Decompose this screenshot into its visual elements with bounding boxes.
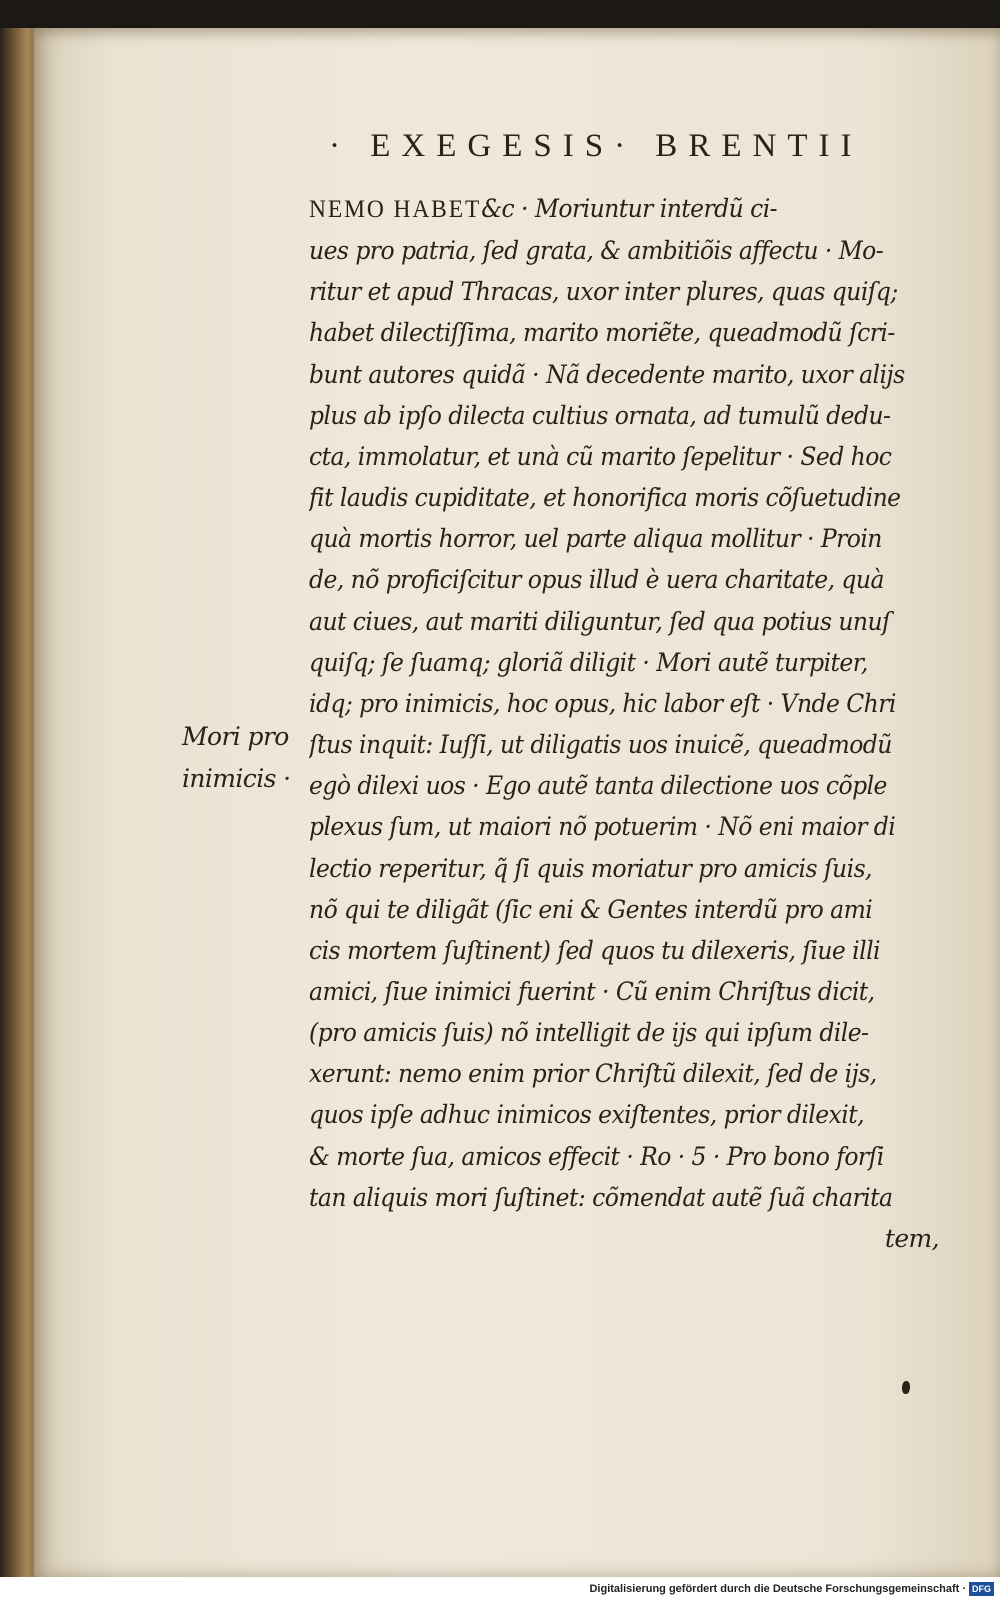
text-line: ues pro patria, ſed grata, & ambitiõis affectu · Mo-: [309, 236, 884, 266]
text-line: egò dilexi uos · Ego autẽ tanta dilectione uos cõple: [309, 771, 887, 801]
text-line: ritur et apud Thracas, uxor inter plures, quas quiſq;: [309, 277, 898, 307]
book-page: [34, 28, 1000, 1577]
text-line: quos ipſe adhuc inimicos exiſtentes, prior dilexit,: [309, 1100, 865, 1130]
funding-credit: Digitalisierung gefördert durch die Deutsche Forschungsgemeinschaft ·: [589, 1583, 966, 1595]
text-line: habet dilectiſſima, marito moriẽte, queadmodũ ſcri-: [309, 318, 895, 348]
text-line: quà mortis horror, uel parte aliqua mollitur · Proin: [309, 524, 882, 554]
text-line: plus ab ipſo dilecta cultius ornata, ad tumulũ dedu-: [309, 400, 891, 430]
footer-bar: [0, 1577, 1000, 1602]
ink-blot: [902, 1381, 910, 1394]
text-line: ſtus inquit: Iuſſi, ut diligatis uos inuicẽ, queadmodũ: [309, 730, 892, 760]
text-line: tan aliquis mori ſuſtinet: cõmendat autẽ ſuã charita: [309, 1182, 893, 1212]
text-line: amici, ſiue inimici fuerint · Cũ enim Chriſtus dicit,: [309, 976, 875, 1006]
dfg-logo-icon: DFG: [969, 1582, 994, 1596]
text-line: fit laudis cupiditate, et honorifica moris cõſuetudine: [309, 483, 901, 513]
text-line: bunt autores quidã · Nã decedente marito, uxor alijs: [309, 359, 905, 389]
first-line-rest: &c · Moriuntur interdũ ci-: [481, 194, 778, 223]
first-line-caps: NEMO HABET: [309, 196, 482, 223]
margin-note-line: Mori pro: [182, 722, 289, 751]
margin-note-line: inimicis ·: [182, 764, 291, 793]
margin-note: [182, 716, 322, 800]
main-text: [309, 188, 999, 1259]
text-line: de, nõ proficiſcitur opus illud è uera charitate, quà: [309, 565, 884, 595]
text-line: & morte ſua, amicos effecit · Ro · 5 · Pro bono forſi: [309, 1141, 884, 1171]
text-line: cis mortem ſuſtinent) ſed quos tu dilexeris, ſiue illi: [309, 935, 880, 965]
text-line: nõ qui te diligãt (ſic eni & Gentes interdũ pro ami: [309, 894, 873, 924]
catchword: tem,: [884, 1223, 939, 1253]
text-line: xerunt: nemo enim prior Chriſtũ dilexit, ſed de ijs,: [309, 1059, 877, 1089]
text-line: cta, immolatur, et unà cũ marito ſepelitur · Sed hoc: [309, 441, 892, 471]
text-line: (pro amicis ſuis) nõ intelligit de ijs qui ipſum dile-: [309, 1018, 869, 1048]
text-line: idq; pro inimicis, hoc opus, hic labor eſt · Vnde Chri: [309, 688, 896, 718]
text-line: plexus ſum, ut maiori nõ potuerim · Nõ eni maior di: [309, 812, 896, 842]
text-line-first: [309, 188, 958, 230]
text-line: quiſq; ſe ſuamq; gloriã diligit · Mori autẽ turpiter,: [309, 647, 868, 677]
book-spine-edge: [0, 28, 38, 1577]
text-line: lectio reperitur, q̃ ſi quis moriatur pro amicis ſuis,: [309, 853, 872, 883]
running-head: · EXEGESIS· BRENTII: [329, 128, 863, 164]
text-line: aut ciues, aut mariti diliguntur, ſed qua potius unuſ: [309, 606, 891, 636]
